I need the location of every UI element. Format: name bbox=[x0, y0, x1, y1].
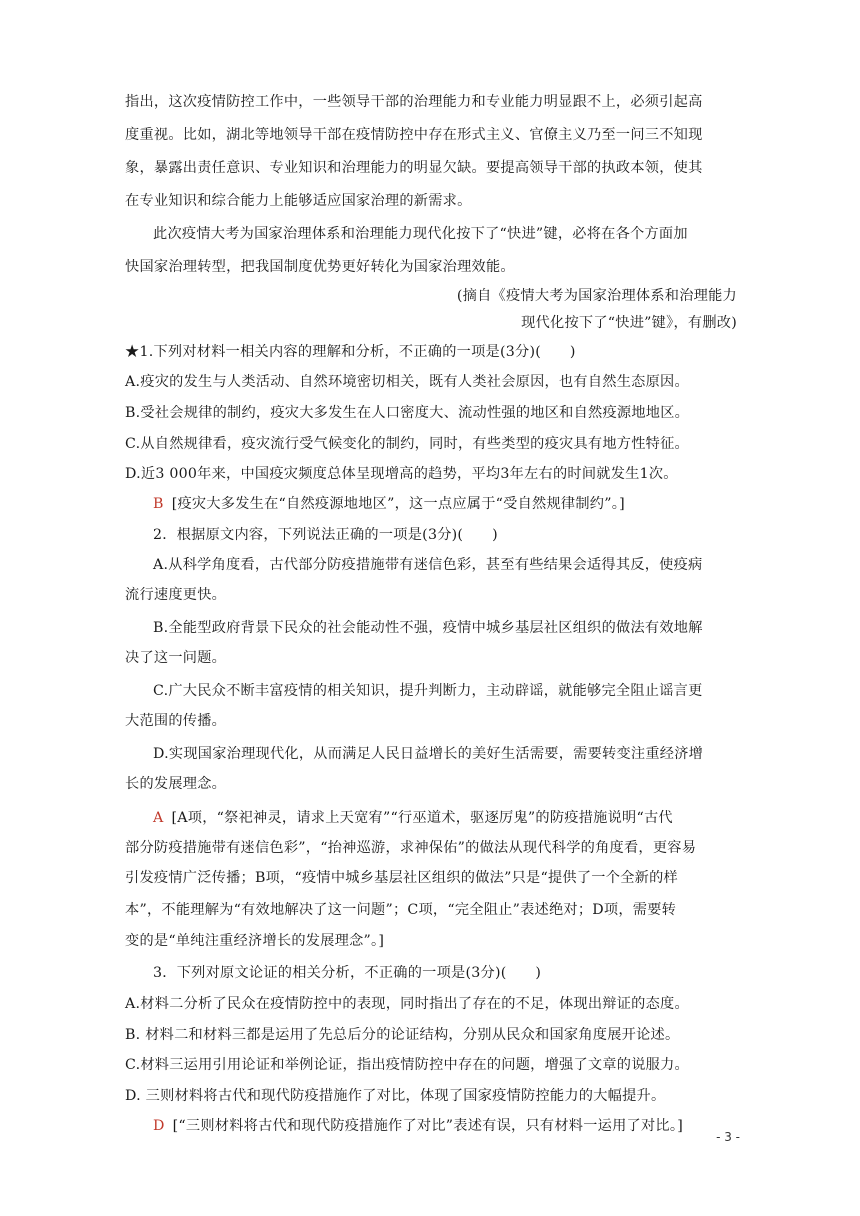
explanation-line: 部分防疫措施带有迷信色彩”，“抬神巡游，求神保佑”的做法从现代科学的角度看，更容易 bbox=[125, 840, 697, 856]
option-a: A.疫灾的发生与人类活动、自然环境密切相关，既有人类社会原因，也有自然生态原因。 bbox=[125, 374, 689, 390]
option-c: C.材料三运用引用论证和举例论证，指出疫情防控中存在的问题，增强了文章的说服力。 bbox=[125, 1057, 689, 1073]
paragraph-line: 快国家治理转型，把我国制度优势更好转化为国家治理效能。 bbox=[125, 259, 515, 275]
question-stem: ★1.下列对材料一相关内容的理解和分析，不正确的一项是(3分)( ) bbox=[125, 344, 576, 360]
question-stem: 2．根据原文内容，下列说法正确的一项是(3分)( ) bbox=[153, 527, 498, 543]
option-b-cont: 决了这一问题。 bbox=[125, 650, 227, 666]
option-a-cont: 流行速度更快。 bbox=[125, 587, 227, 603]
option-c: C.广大民众不断丰富疫情的相关知识，提升判断力，主动辟谣，就能够完全阻止谣言更 bbox=[153, 683, 703, 699]
option-a: A.材料二分析了民众在疫情防控中的表现，同时指出了存在的不足，体现出辩证的态度。 bbox=[125, 996, 689, 1012]
explanation-line: 引发疫情广泛传播；B项，“疫情中城乡基层社区组织的做法”只是“提供了一个全新的样 bbox=[125, 870, 678, 886]
answer-explanation bbox=[153, 494, 625, 514]
option-c: C.从自然规律看，疫灾流行受气候变化的制约，同时，有些类型的疫灾具有地方性特征。 bbox=[125, 436, 689, 452]
page-number: - 3 - bbox=[716, 1130, 740, 1144]
option-b: B. 材料二和材料三都是运用了先总后分的论证结构，分别从民众和国家角度展开论述。 bbox=[125, 1027, 680, 1043]
answer-letter: B bbox=[153, 496, 164, 512]
answer-letter: D bbox=[153, 1118, 165, 1134]
answer-explanation bbox=[153, 808, 673, 828]
option-c-cont: 大范围的传播。 bbox=[125, 713, 227, 729]
paragraph-line: 指出，这次疫情防控工作中，一些领导干部的治理能力和专业能力明显跟不上，必须引起高 bbox=[125, 94, 703, 110]
explanation-text: [A项，“祭祀神灵，请求上天宽宥”“行巫道术，驱逐厉鬼”的防疫措施说明“古代 bbox=[171, 810, 673, 826]
option-b: B.受社会规律的制约，疫灾大多发生在人口密度大、流动性强的地区和自然疫源地地区。 bbox=[125, 405, 690, 421]
option-d: D.实现国家治理现代化，从而满足人民日益增长的美好生活需要，需要转变注重经济增 bbox=[153, 746, 704, 762]
paragraph-line: 在专业知识和综合能力上能够适应国家治理的新需求。 bbox=[125, 193, 472, 209]
option-d: D. 三则材料将古代和现代防疫措施作了对比，体现了国家疫情防控能力的大幅提升。 bbox=[125, 1088, 666, 1104]
option-b: B.全能型政府背景下民众的社会能动性不强，疫情中城乡基层社区组织的做法有效地解 bbox=[153, 620, 703, 636]
explanation-line: 变的是“单纯注重经济增长的发展理念”。] bbox=[125, 933, 385, 949]
paragraph-line: 象，暴露出责任意识、专业知识和治理能力的明显欠缺。要提高领导干部的执政本领，使其 bbox=[125, 160, 703, 176]
option-d-cont: 长的发展理念。 bbox=[125, 776, 227, 792]
paragraph-line: 此次疫情大考为国家治理体系和治理能力现代化按下了“快进”键，必将在各个方面加 bbox=[153, 226, 688, 242]
source-citation: (摘自《疫情大考为国家治理体系和治理能力 bbox=[456, 288, 737, 304]
explanation-text: [“三则材料将古代和现代防疫措施作了对比”表述有误，只有材料一运用了对比。] bbox=[172, 1118, 683, 1134]
explanation-text: [疫灾大多发生在“自然疫源地地区”，这一点应属于“受自然规律制约”。] bbox=[171, 496, 625, 512]
question-stem: 3．下列对原文论证的相关分析，不正确的一项是(3分)( ) bbox=[153, 965, 542, 981]
answer-explanation bbox=[153, 1116, 683, 1136]
paragraph-line: 度重视。比如，湖北等地领导干部在疫情防控中存在形式主义、官僚主义乃至一问三不知现 bbox=[125, 127, 703, 143]
source-citation: 现代化按下了“快进”键》，有删改) bbox=[521, 315, 737, 331]
explanation-line: 本”，不能理解为“有效地解决了这一问题”；C项，“完全阻止”表述绝对；D项，需要转 bbox=[125, 902, 677, 918]
option-a: A.从科学角度看，古代部分防疫措施带有迷信色彩，甚至有些结果会适得其反，使疫病 bbox=[153, 557, 703, 573]
answer-letter: A bbox=[153, 810, 164, 826]
option-d: D.近3 000年来，中国疫灾频度总体呈现增高的趋势，平均3年左右的时间就发生1次。 bbox=[125, 466, 678, 482]
